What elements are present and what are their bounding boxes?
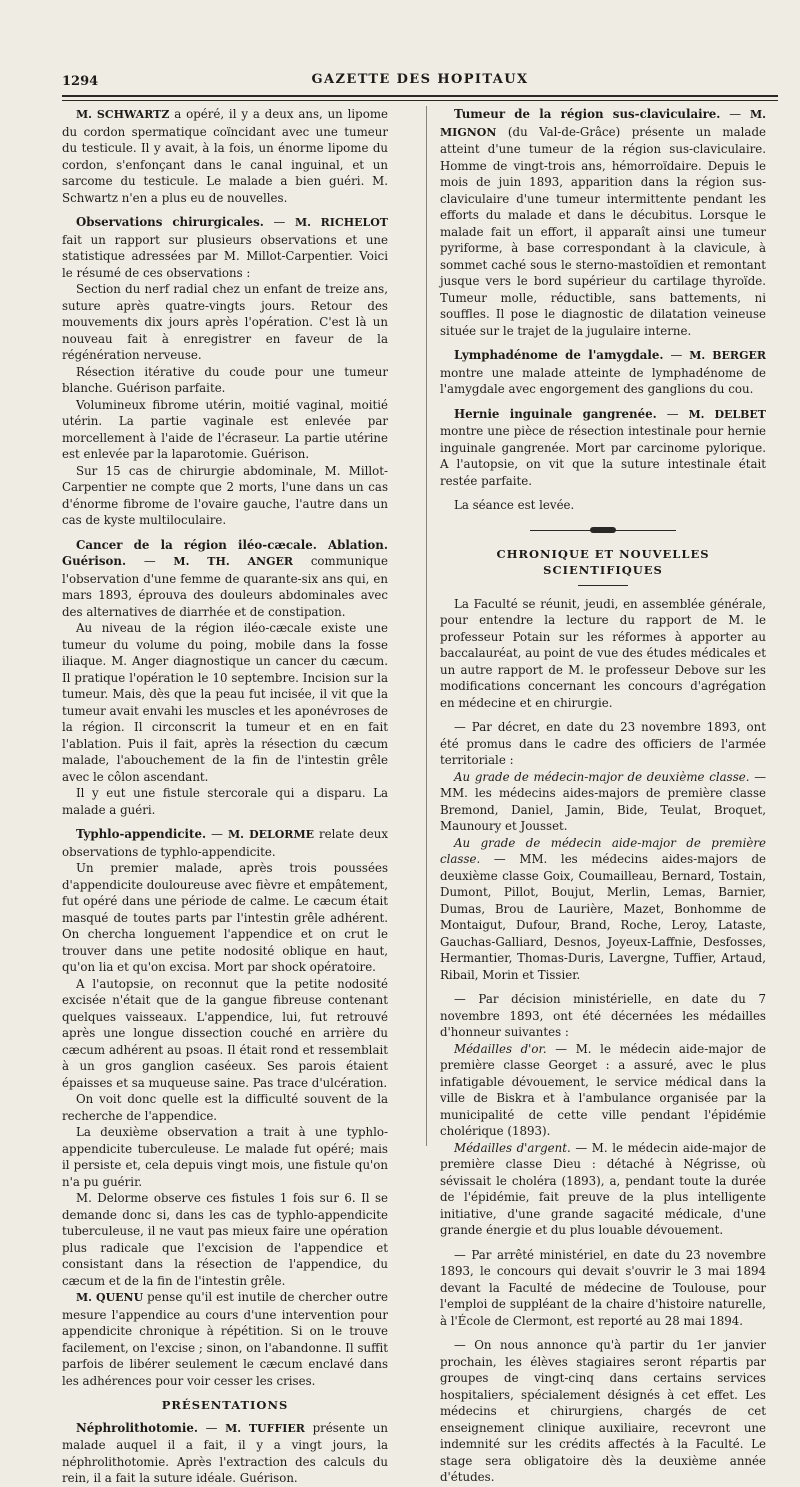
tumeur-paragraph: Tumeur de la région sus-claviculaire. — M. MIGNON (du Val-de-Grâce) présente un malade atteint d'une tumeur de la région sus-claviculaire. Homme de vingt-trois ans, hémorroïdaire. Depuis le mois de juin 1893, apparition dans la région sus-claviculaire d'une tumeur intermittente pendant les efforts du malade et dans le décubitus. Lorsque le malade fait un effort, il apparaît ainsi une tumeur pyriforme, à base correspondant à la clavicule, à sommet caché sous le sterno-mastoïdien et remontant jusque vers le bord supérieur du cartilage thyroïde. Tumeur molle, réductible, sans battements, ni souffles. Il pose le diagnostic de dilatation veineuse située sur le trajet de la jugulaire interne. [440,107,766,338]
cancer-paragraph: Cancer de la région iléo-cæcale. Ablation. Guérison. — M. TH. ANGER communique l'observation d'une femme de quarante-six ans qui, en mars 1893, éprouva des douleurs abdominales avec des alternatives de diarrhée et de constipation. [62,537,388,619]
observation-nerf-radial: Section du nerf radial chez un enfant de treize ans, suture après quatre-vingts jours. Retour des mouvements dix jours après l'opération. C'est là un nouveau fait à enregistrer en faveur de la régénération nerveuse. [62,282,388,362]
section-ornament [440,526,766,536]
medailles-or-paragraph: Médailles d'or. — M. le médecin aide-major de première classe Georget : a assuré, avec le plus infatigable dévouement, le service médical dans la ville de Biskra et à l'ambulance organisée par la municipalité de cette ville pendant l'épidémie cholérique (1893). [440,1041,766,1138]
quenu-paragraph: M. QUENU pense qu'il est inutile de chercher outre mesure l'appendice au cours d'une intervention pour appendicite chronique à répétition. Si on le trouve facilement, on l'excise ; sinon, on l'abandonne. Il suffit parfois de libérer seulement le cæcum enclavé dans les adhérences pour voir cesser les crises. [62,1290,388,1388]
presentations-heading: PRÉSENTATIONS [161,1398,289,1412]
header-rule-thin [62,100,778,101]
arrete-paragraph: — Par arrêté ministériel, en date du 23 novembre 1893, le concours qui devait s'ouvrir le 3 mai 1894 devant la Faculté de médecine de Toulouse, pour l'emploi de suppléant de la chaire d'histoire naturelle, à l'École de Clermont, est reporté au 28 mai 1894. [440,1247,766,1328]
nephro-paragraph: Néphrolithotomie. — M. TUFFIER présente un malade auquel il a fait, il y a vingt jours, la néphrolithotomie. Après l'extraction des calculs du rein, il a fait la suture idéale. Guérison. [62,1420,388,1485]
heading-underline [578,585,628,586]
grade-major-paragraph: Au grade de médecin-major de deuxième classe. — MM. les médecins aides-majors de première classe Bremond, Daniel, Jamin, Bide, Teulat, Broquet, Maunoury et Jousset. [440,769,766,833]
cancer-outcome: Il y eut une fistule stercorale qui a disparu. La malade a guéri. [62,786,388,817]
typhlo-autopsy: A l'autopsie, on reconnut que la petite nodosité excisée n'était que de la gangue fibreuse contenant quelques vaisseaux. L'appendice, lui, fut retrouvé après une longue dissection couché en arrière du cæcum adhérent au psoas. Il était rond et ressemblait à un gros ganglion caséeux. Ses parois étaient épaisses et sa muqueuse saine. Pas trace d'ulcération. [62,976,388,1090]
typhlo-first-case: Un premier malade, après trois poussées d'appendicite douloureuse avec fièvre et empâtement, fut opéré dans une période de calme. Le cæcum était masqué de toutes parts par l'intestin grêle adhérent. On chercha longuement l'appendice et on crut le trouver dans une petite nodosité oblique en haut, qu'on lia et qu'on excisa. Mort par shock opératoire. [62,861,388,974]
left-column [62,106,388,1487]
observation-fibrome: Volumineux fibrome utérin, moitié vaginal, moitié utérin. La partie vaginale est enlevée par morcellement à l'aide de l'écraseur. La partie utérine est enlevée par la laparotomie. Guérison. [62,397,388,461]
page-header [62,72,778,92]
typhlo-fistules: M. Delorme observe ces fistules 1 fois sur 6. Il se demande donc si, dans les cas de typhlo-appendicite tuberculeuse, il ne vaut pas mieux faire une opération plus radicale que l'excision de l'appendice et consistant dans la résection de l'appendice, du cæcum et de la fin de l'intestin grêle. [62,1191,388,1288]
hernie-paragraph: Hernie inguinale gangrenée. — M. DELBET montre une pièce de résection intestinale pour hernie inguinale gangrenée. Mort par carcinome pylorique. A l'autopsie, on vit que la suture intestinale était restée parfaite. [440,406,766,488]
observation-coude: Résection itérative du coude pour une tumeur blanche. Guérison parfaite. [62,364,388,395]
page-number: 1294 [62,74,99,89]
right-column [440,106,766,1486]
column-divider [426,106,427,1146]
journal-title: GAZETTE DES HOPITAUX [311,72,529,87]
typhlo-difficulty: On voit donc quelle est la difficulté souvent de la recherche de l'appendice. [62,1092,388,1123]
schwartz-paragraph: M. SCHWARTZ a opéré, il y a deux ans, un lipome du cordon spermatique coïncidant avec une tumeur du testicule. Il y avait, à la fois, un énorme lipome du cordon, s'enfonçant dans le canal inguinal, et un sarcome du testicule. Le malade a bien guéri. M. Schwartz n'en a plus eu de nouvelles. [62,107,388,205]
medailles-argent-paragraph: Médailles d'argent. — M. le médecin aide-major de première classe Dieu : détaché à Négrisse, où sévissait le choléra (1893), a, pendant toute la durée de l'épidémie, fait preuve de la plus intelligente initiative, d'une grande sagacité médicale, d'une grande énergie et du plus louable dévouement. [440,1140,766,1237]
lympho-paragraph: Lymphadénome de l'amygdale. — M. BERGER montre une malade atteinte de lymphadénome de l'amygdale avec engorgement des ganglions du cou. [440,348,766,396]
seance-levee: La séance est levée. [454,498,575,512]
decision-paragraph: — Par décision ministérielle, en date du 7 novembre 1893, ont été décernées les médailles d'honneur suivantes : [440,992,766,1039]
stagiaires-paragraph: — On nous annonce qu'à partir du 1er janvier prochain, les élèves stagiaires seront répartis par groupes de vingt-cinq dans certains services hospitaliers, spécialement désignés à cet effet. Les médecins et chirurgiens, chargés de cet enseignement clinique auxiliaire, recevront une indemnité sur les crédits affectés à la Faculté. Le stage sera obligatoire dès la deuxième année d'études. [440,1338,766,1484]
cancer-operation: Au niveau de la région iléo-cæcale existe une tumeur du volume du poing, mobile dans la fosse iliaque. M. Anger diagnostique un cancer du cæcum. Il pratique l'opération le 10 septembre. Incision sur la tumeur. Mais, dès que la peau fut incisée, il vit que la tumeur avait envahi les muscles et les aponévroses de la région. Il circonscrit la tumeur et en en fait l'ablation. Puis il fait, après la résection du cæcum malade, l'abouchement de la fin de l'intestin grêle avec le côlon ascendant. [62,621,388,784]
observation-statistique: Sur 15 cas de chirurgie abdominale, M. Millot-Carpentier ne compte que 2 morts, l'une dans un cas d'énorme fibrome de l'ovaire gauche, l'autre dans un cas de kyste multiloculaire. [62,463,388,527]
chronique-heading: CHRONIQUE ET NOUVELLES SCIENTIFIQUES [496,546,710,577]
typhlo-second-case: La deuxième observation a trait à une typhlo-appendicite tuberculeuse. Le malade fut opéré; mais il persiste et, cela depuis vingt mois, une fistule qu'on n'a pu guérir. [62,1125,388,1189]
grade-aide-major-paragraph: Au grade de médecin aide-major de première classe. — MM. les médecins aides-majors de deuxième classe Goix, Coumailleau, Bernard, Tostain, Dumont, Pillot, Boujut, Merlin, Lemas, Barnier, Dumas, Brou de Laurière, Mazet, Bonhomme de Montaigut, Dufour, Brand, Roche, Leroy, Lataste, Gauchas-Galliard, Desnos, Joyeux-Laffnie, Desfosses, Hermantier, Thomas-Duris, Lavergne, Tuffier, Artaud, Ribail, Morin et Tissier. [440,835,766,982]
decret-paragraph: — Par décret, en date du 23 novembre 1893, ont été promus dans le cadre des officiers de l'armée territoriale : [440,720,766,767]
header-rule-thick [62,95,778,97]
faculte-paragraph: La Faculté se réunit, jeudi, en assemblée générale, pour entendre la lecture du rapport de M. le professeur Potain sur les réformes à apporter au baccalauréat, au point de vue des études médicales et un autre rapport de M. le professeur Debove sur les modifications concernant les concours d'agrégation en médecine et en chirurgie. [440,596,766,710]
typhlo-paragraph: Typhlo-appendicite. — M. DELORME relate deux observations de typhlo-appendicite. [62,827,389,859]
observations-paragraph: Observations chirurgicales. — M. RICHELOT fait un rapport sur plusieurs observations et une statistique adressées par M. Millot-Carpentier. Voici le résumé de ces observations : [62,215,388,280]
